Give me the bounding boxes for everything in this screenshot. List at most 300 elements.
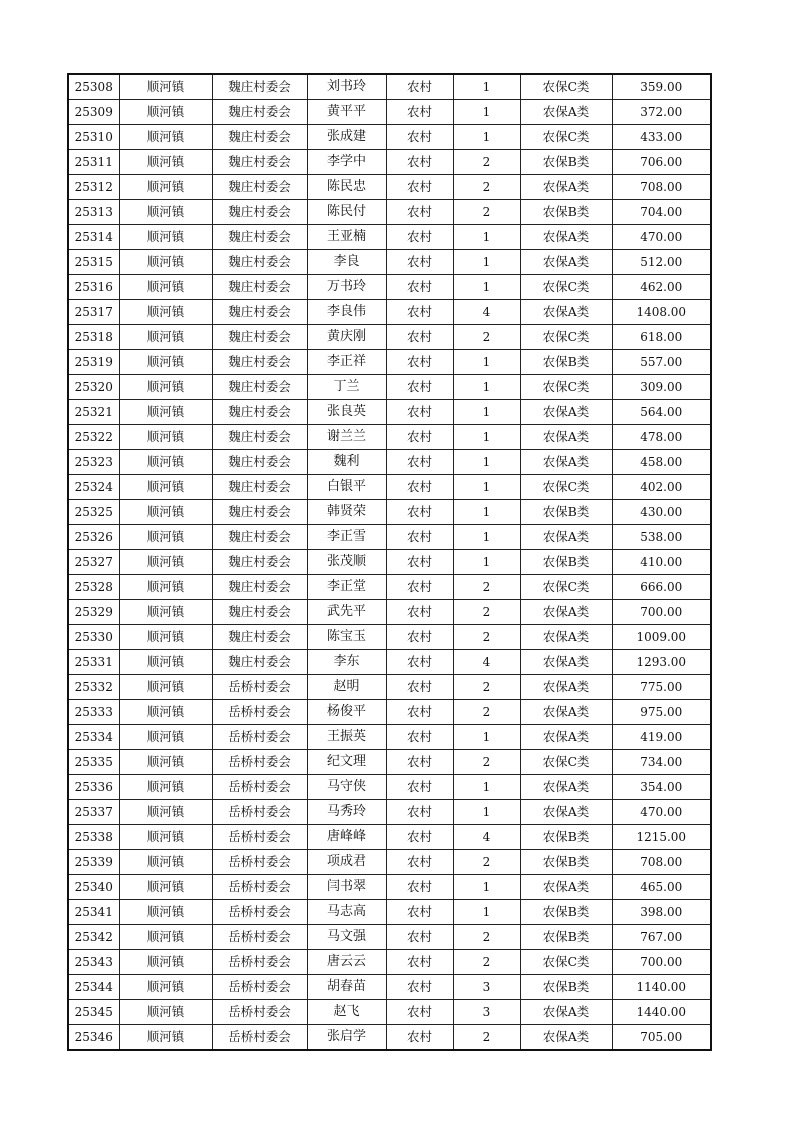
cell-category: 农保A类 <box>520 100 612 125</box>
cell-id: 25321 <box>68 400 119 425</box>
table-row <box>68 250 711 275</box>
table-row <box>68 74 711 100</box>
cell-id: 25308 <box>68 74 119 100</box>
table-row <box>68 350 711 375</box>
cell-village: 岳桥村委会 <box>212 975 307 1000</box>
cell-town: 顺河镇 <box>119 1025 212 1051</box>
cell-village: 魏庄村委会 <box>212 300 307 325</box>
table-row <box>68 100 711 125</box>
cell-area: 农村 <box>386 725 453 750</box>
cell-name: 韩贤荣 <box>307 500 386 525</box>
cell-id: 25320 <box>68 375 119 400</box>
table-row <box>68 200 711 225</box>
cell-name: 张成建 <box>307 125 386 150</box>
cell-amount: 430.00 <box>612 500 711 525</box>
table-row <box>68 225 711 250</box>
cell-amount: 462.00 <box>612 275 711 300</box>
cell-town: 顺河镇 <box>119 775 212 800</box>
cell-town: 顺河镇 <box>119 375 212 400</box>
cell-id: 25311 <box>68 150 119 175</box>
cell-persons: 1 <box>453 450 520 475</box>
cell-village: 魏庄村委会 <box>212 550 307 575</box>
cell-name: 纪文理 <box>307 750 386 775</box>
cell-area: 农村 <box>386 100 453 125</box>
cell-category: 农保A类 <box>520 1025 612 1051</box>
cell-name: 谢兰兰 <box>307 425 386 450</box>
cell-id: 25333 <box>68 700 119 725</box>
cell-category: 农保A类 <box>520 775 612 800</box>
cell-category: 农保C类 <box>520 375 612 400</box>
cell-amount: 564.00 <box>612 400 711 425</box>
table-row <box>68 600 711 625</box>
cell-area: 农村 <box>386 675 453 700</box>
cell-category: 农保A类 <box>520 625 612 650</box>
cell-village: 岳桥村委会 <box>212 750 307 775</box>
cell-category: 农保B类 <box>520 925 612 950</box>
cell-amount: 557.00 <box>612 350 711 375</box>
cell-village: 岳桥村委会 <box>212 700 307 725</box>
cell-area: 农村 <box>386 125 453 150</box>
table-row <box>68 675 711 700</box>
cell-town: 顺河镇 <box>119 175 212 200</box>
cell-name: 李学中 <box>307 150 386 175</box>
cell-area: 农村 <box>386 575 453 600</box>
cell-category: 农保A类 <box>520 875 612 900</box>
cell-name: 陈民付 <box>307 200 386 225</box>
cell-area: 农村 <box>386 850 453 875</box>
cell-area: 农村 <box>386 400 453 425</box>
cell-persons: 2 <box>453 750 520 775</box>
cell-name: 唐云云 <box>307 950 386 975</box>
cell-name: 李良伟 <box>307 300 386 325</box>
cell-persons: 2 <box>453 925 520 950</box>
cell-area: 农村 <box>386 275 453 300</box>
cell-area: 农村 <box>386 375 453 400</box>
cell-category: 农保B类 <box>520 850 612 875</box>
cell-area: 农村 <box>386 1025 453 1051</box>
cell-village: 岳桥村委会 <box>212 725 307 750</box>
cell-id: 25309 <box>68 100 119 125</box>
cell-village: 魏庄村委会 <box>212 325 307 350</box>
cell-area: 农村 <box>386 625 453 650</box>
cell-town: 顺河镇 <box>119 975 212 1000</box>
cell-persons: 3 <box>453 1000 520 1025</box>
cell-persons: 1 <box>453 100 520 125</box>
cell-amount: 359.00 <box>612 74 711 100</box>
cell-name: 马守侠 <box>307 775 386 800</box>
cell-category: 农保A类 <box>520 400 612 425</box>
cell-category: 农保B类 <box>520 975 612 1000</box>
cell-category: 农保B类 <box>520 150 612 175</box>
cell-name: 黄平平 <box>307 100 386 125</box>
cell-amount: 704.00 <box>612 200 711 225</box>
cell-id: 25328 <box>68 575 119 600</box>
cell-amount: 775.00 <box>612 675 711 700</box>
cell-area: 农村 <box>386 175 453 200</box>
cell-category: 农保C类 <box>520 125 612 150</box>
cell-area: 农村 <box>386 950 453 975</box>
cell-name: 白银平 <box>307 475 386 500</box>
cell-area: 农村 <box>386 800 453 825</box>
cell-area: 农村 <box>386 600 453 625</box>
cell-persons: 1 <box>453 525 520 550</box>
cell-category: 农保B类 <box>520 825 612 850</box>
cell-area: 农村 <box>386 450 453 475</box>
cell-area: 农村 <box>386 1000 453 1025</box>
cell-amount: 1140.00 <box>612 975 711 1000</box>
cell-town: 顺河镇 <box>119 325 212 350</box>
cell-amount: 1293.00 <box>612 650 711 675</box>
cell-category: 农保A类 <box>520 725 612 750</box>
cell-persons: 2 <box>453 575 520 600</box>
cell-amount: 410.00 <box>612 550 711 575</box>
cell-id: 25331 <box>68 650 119 675</box>
cell-area: 农村 <box>386 500 453 525</box>
table-row <box>68 900 711 925</box>
cell-village: 魏庄村委会 <box>212 125 307 150</box>
table-row <box>68 975 711 1000</box>
cell-village: 魏庄村委会 <box>212 225 307 250</box>
cell-amount: 354.00 <box>612 775 711 800</box>
cell-persons: 1 <box>453 875 520 900</box>
cell-persons: 1 <box>453 74 520 100</box>
cell-id: 25338 <box>68 825 119 850</box>
cell-amount: 666.00 <box>612 575 711 600</box>
cell-category: 农保C类 <box>520 575 612 600</box>
cell-area: 农村 <box>386 525 453 550</box>
cell-id: 25324 <box>68 475 119 500</box>
cell-town: 顺河镇 <box>119 725 212 750</box>
cell-persons: 1 <box>453 375 520 400</box>
cell-category: 农保A类 <box>520 425 612 450</box>
cell-category: 农保C类 <box>520 950 612 975</box>
cell-persons: 4 <box>453 825 520 850</box>
cell-amount: 465.00 <box>612 875 711 900</box>
cell-category: 农保A类 <box>520 800 612 825</box>
cell-amount: 700.00 <box>612 950 711 975</box>
cell-area: 农村 <box>386 875 453 900</box>
cell-amount: 398.00 <box>612 900 711 925</box>
cell-town: 顺河镇 <box>119 500 212 525</box>
cell-id: 25329 <box>68 600 119 625</box>
cell-persons: 2 <box>453 625 520 650</box>
cell-name: 魏利 <box>307 450 386 475</box>
cell-area: 农村 <box>386 900 453 925</box>
cell-village: 岳桥村委会 <box>212 900 307 925</box>
cell-area: 农村 <box>386 200 453 225</box>
cell-persons: 1 <box>453 900 520 925</box>
cell-id: 25316 <box>68 275 119 300</box>
cell-amount: 1408.00 <box>612 300 711 325</box>
cell-village: 魏庄村委会 <box>212 250 307 275</box>
cell-village: 魏庄村委会 <box>212 100 307 125</box>
cell-village: 岳桥村委会 <box>212 1000 307 1025</box>
cell-area: 农村 <box>386 825 453 850</box>
cell-village: 魏庄村委会 <box>212 375 307 400</box>
cell-id: 25339 <box>68 850 119 875</box>
table-row <box>68 1000 711 1025</box>
cell-town: 顺河镇 <box>119 650 212 675</box>
cell-persons: 1 <box>453 500 520 525</box>
cell-area: 农村 <box>386 425 453 450</box>
cell-id: 25345 <box>68 1000 119 1025</box>
cell-id: 25313 <box>68 200 119 225</box>
table-row <box>68 275 711 300</box>
cell-area: 农村 <box>386 250 453 275</box>
cell-category: 农保A类 <box>520 650 612 675</box>
cell-category: 农保B类 <box>520 350 612 375</box>
cell-amount: 618.00 <box>612 325 711 350</box>
cell-id: 25314 <box>68 225 119 250</box>
table-row <box>68 700 711 725</box>
cell-category: 农保C类 <box>520 750 612 775</box>
cell-area: 农村 <box>386 225 453 250</box>
cell-amount: 975.00 <box>612 700 711 725</box>
cell-id: 25335 <box>68 750 119 775</box>
cell-area: 农村 <box>386 300 453 325</box>
cell-town: 顺河镇 <box>119 750 212 775</box>
cell-id: 25341 <box>68 900 119 925</box>
cell-amount: 705.00 <box>612 1025 711 1051</box>
cell-area: 农村 <box>386 475 453 500</box>
cell-name: 赵明 <box>307 675 386 700</box>
cell-id: 25312 <box>68 175 119 200</box>
cell-town: 顺河镇 <box>119 600 212 625</box>
cell-village: 魏庄村委会 <box>212 500 307 525</box>
table-row <box>68 150 711 175</box>
table-row <box>68 825 711 850</box>
table-row <box>68 725 711 750</box>
cell-amount: 1440.00 <box>612 1000 711 1025</box>
cell-town: 顺河镇 <box>119 700 212 725</box>
cell-name: 刘书玲 <box>307 74 386 100</box>
cell-id: 25315 <box>68 250 119 275</box>
cell-persons: 1 <box>453 225 520 250</box>
table-row <box>68 800 711 825</box>
cell-persons: 2 <box>453 175 520 200</box>
cell-town: 顺河镇 <box>119 875 212 900</box>
cell-area: 农村 <box>386 700 453 725</box>
cell-name: 马秀玲 <box>307 800 386 825</box>
cell-id: 25310 <box>68 125 119 150</box>
cell-town: 顺河镇 <box>119 850 212 875</box>
cell-category: 农保A类 <box>520 225 612 250</box>
table-row <box>68 950 711 975</box>
cell-name: 张茂顺 <box>307 550 386 575</box>
cell-town: 顺河镇 <box>119 950 212 975</box>
cell-category: 农保A类 <box>520 250 612 275</box>
cell-name: 李正祥 <box>307 350 386 375</box>
cell-village: 魏庄村委会 <box>212 350 307 375</box>
cell-id: 25336 <box>68 775 119 800</box>
table-row <box>68 750 711 775</box>
cell-persons: 2 <box>453 675 520 700</box>
cell-id: 25327 <box>68 550 119 575</box>
cell-amount: 402.00 <box>612 475 711 500</box>
cell-id: 25323 <box>68 450 119 475</box>
cell-amount: 1009.00 <box>612 625 711 650</box>
cell-name: 丁兰 <box>307 375 386 400</box>
cell-name: 武先平 <box>307 600 386 625</box>
cell-amount: 478.00 <box>612 425 711 450</box>
cell-name: 王振英 <box>307 725 386 750</box>
table-row <box>68 400 711 425</box>
cell-persons: 2 <box>453 700 520 725</box>
cell-town: 顺河镇 <box>119 150 212 175</box>
cell-area: 农村 <box>386 775 453 800</box>
cell-persons: 2 <box>453 325 520 350</box>
cell-name: 李良 <box>307 250 386 275</box>
table-row <box>68 325 711 350</box>
cell-name: 项成君 <box>307 850 386 875</box>
cell-area: 农村 <box>386 650 453 675</box>
cell-amount: 470.00 <box>612 800 711 825</box>
cell-persons: 2 <box>453 1025 520 1051</box>
cell-name: 万书玲 <box>307 275 386 300</box>
cell-category: 农保B类 <box>520 900 612 925</box>
cell-amount: 419.00 <box>612 725 711 750</box>
cell-category: 农保A类 <box>520 600 612 625</box>
data-table <box>67 73 712 1051</box>
table-row <box>68 875 711 900</box>
cell-id: 25317 <box>68 300 119 325</box>
cell-id: 25332 <box>68 675 119 700</box>
cell-village: 岳桥村委会 <box>212 675 307 700</box>
cell-town: 顺河镇 <box>119 825 212 850</box>
cell-persons: 2 <box>453 850 520 875</box>
cell-town: 顺河镇 <box>119 1000 212 1025</box>
cell-town: 顺河镇 <box>119 225 212 250</box>
cell-id: 25326 <box>68 525 119 550</box>
cell-village: 岳桥村委会 <box>212 800 307 825</box>
cell-persons: 1 <box>453 350 520 375</box>
table-row <box>68 475 711 500</box>
table-row <box>68 500 711 525</box>
table-row <box>68 375 711 400</box>
cell-village: 魏庄村委会 <box>212 400 307 425</box>
cell-id: 25334 <box>68 725 119 750</box>
cell-persons: 1 <box>453 250 520 275</box>
cell-town: 顺河镇 <box>119 450 212 475</box>
cell-village: 岳桥村委会 <box>212 925 307 950</box>
table-row <box>68 425 711 450</box>
table-row <box>68 575 711 600</box>
table-row <box>68 125 711 150</box>
cell-amount: 734.00 <box>612 750 711 775</box>
cell-name: 闫书翠 <box>307 875 386 900</box>
table-row <box>68 1025 711 1051</box>
table-row <box>68 650 711 675</box>
table-row <box>68 300 711 325</box>
cell-area: 农村 <box>386 325 453 350</box>
cell-town: 顺河镇 <box>119 350 212 375</box>
cell-village: 岳桥村委会 <box>212 775 307 800</box>
cell-town: 顺河镇 <box>119 525 212 550</box>
cell-amount: 1215.00 <box>612 825 711 850</box>
cell-persons: 2 <box>453 150 520 175</box>
cell-name: 杨俊平 <box>307 700 386 725</box>
cell-category: 农保B类 <box>520 500 612 525</box>
cell-village: 魏庄村委会 <box>212 625 307 650</box>
cell-name: 陈宝玉 <box>307 625 386 650</box>
cell-village: 魏庄村委会 <box>212 200 307 225</box>
cell-amount: 309.00 <box>612 375 711 400</box>
cell-persons: 4 <box>453 300 520 325</box>
table-row <box>68 525 711 550</box>
cell-persons: 3 <box>453 975 520 1000</box>
table-row <box>68 550 711 575</box>
table-body <box>68 74 711 1050</box>
cell-category: 农保B类 <box>520 200 612 225</box>
cell-village: 魏庄村委会 <box>212 175 307 200</box>
cell-persons: 1 <box>453 125 520 150</box>
table-row <box>68 850 711 875</box>
cell-village: 魏庄村委会 <box>212 525 307 550</box>
cell-id: 25342 <box>68 925 119 950</box>
cell-name: 李正雪 <box>307 525 386 550</box>
cell-name: 李正堂 <box>307 575 386 600</box>
table-row <box>68 775 711 800</box>
cell-name: 胡春苗 <box>307 975 386 1000</box>
cell-name: 陈民忠 <box>307 175 386 200</box>
cell-area: 农村 <box>386 975 453 1000</box>
table-row <box>68 175 711 200</box>
cell-id: 25340 <box>68 875 119 900</box>
cell-amount: 767.00 <box>612 925 711 950</box>
cell-persons: 1 <box>453 725 520 750</box>
cell-village: 岳桥村委会 <box>212 850 307 875</box>
cell-category: 农保C类 <box>520 475 612 500</box>
cell-town: 顺河镇 <box>119 575 212 600</box>
cell-persons: 1 <box>453 550 520 575</box>
cell-town: 顺河镇 <box>119 475 212 500</box>
cell-name: 赵飞 <box>307 1000 386 1025</box>
cell-persons: 2 <box>453 200 520 225</box>
cell-area: 农村 <box>386 74 453 100</box>
cell-name: 马志高 <box>307 900 386 925</box>
cell-village: 岳桥村委会 <box>212 825 307 850</box>
cell-category: 农保C类 <box>520 325 612 350</box>
cell-name: 张启学 <box>307 1025 386 1051</box>
cell-village: 魏庄村委会 <box>212 425 307 450</box>
cell-id: 25325 <box>68 500 119 525</box>
cell-village: 魏庄村委会 <box>212 575 307 600</box>
cell-village: 魏庄村委会 <box>212 600 307 625</box>
cell-id: 25318 <box>68 325 119 350</box>
cell-name: 李东 <box>307 650 386 675</box>
cell-town: 顺河镇 <box>119 425 212 450</box>
cell-town: 顺河镇 <box>119 900 212 925</box>
cell-town: 顺河镇 <box>119 100 212 125</box>
cell-persons: 1 <box>453 425 520 450</box>
cell-category: 农保C类 <box>520 275 612 300</box>
cell-town: 顺河镇 <box>119 800 212 825</box>
cell-amount: 458.00 <box>612 450 711 475</box>
cell-category: 农保A类 <box>520 525 612 550</box>
cell-village: 岳桥村委会 <box>212 950 307 975</box>
cell-name: 王亚楠 <box>307 225 386 250</box>
cell-town: 顺河镇 <box>119 74 212 100</box>
cell-id: 25344 <box>68 975 119 1000</box>
cell-town: 顺河镇 <box>119 300 212 325</box>
cell-area: 农村 <box>386 750 453 775</box>
cell-area: 农村 <box>386 150 453 175</box>
cell-town: 顺河镇 <box>119 200 212 225</box>
table-row <box>68 625 711 650</box>
cell-town: 顺河镇 <box>119 275 212 300</box>
cell-id: 25346 <box>68 1025 119 1051</box>
cell-town: 顺河镇 <box>119 125 212 150</box>
